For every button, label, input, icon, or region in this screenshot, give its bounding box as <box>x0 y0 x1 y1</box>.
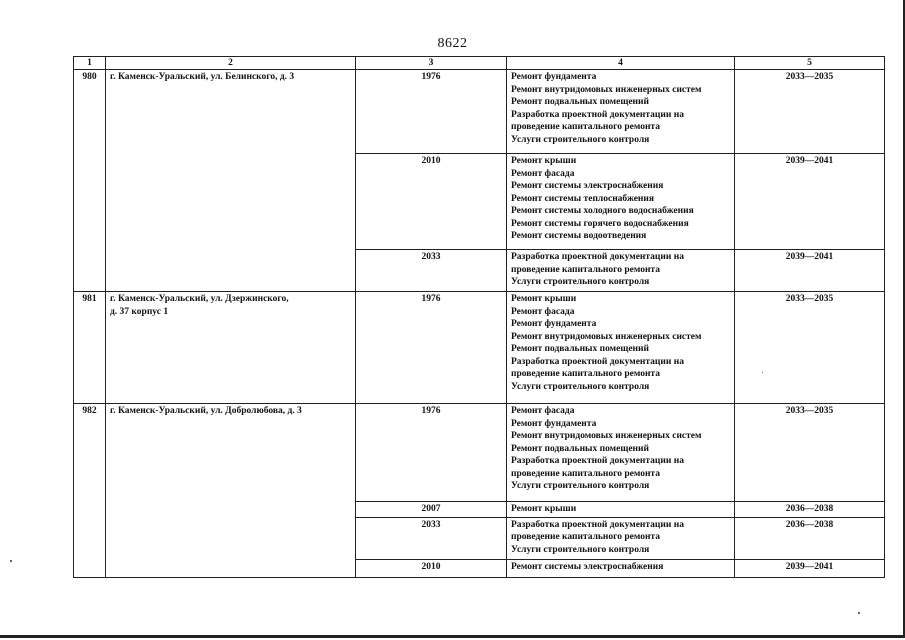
row-number: 981 <box>74 292 106 404</box>
period-cell: 2036—2038 <box>735 502 885 518</box>
table-header-row <box>74 57 885 70</box>
year-cell: 2010 <box>356 154 507 250</box>
work-item: Ремонт системы водоотведения <box>511 231 647 241</box>
works-cell <box>507 517 735 559</box>
work-item: Ремонт системы электроснабжения <box>511 561 664 572</box>
works-cell <box>507 250 735 292</box>
work-item: проведение капитального ремонта <box>511 264 660 275</box>
column-header-4: 4 <box>507 57 735 70</box>
work-item: Разработка проектной документации на <box>511 519 684 530</box>
work-item: Ремонт подвальных помещений <box>511 443 649 454</box>
table-row <box>74 292 885 404</box>
column-header-2: 2 <box>106 57 356 70</box>
year-cell: 2007 <box>356 502 507 518</box>
period-cell: 2036—2038 <box>735 517 885 559</box>
period-cell: 2039—2041 <box>735 559 885 577</box>
work-item: Ремонт фундамента <box>511 319 597 329</box>
work-item: Разработка проектной документации на <box>511 456 684 466</box>
works-cell <box>507 404 735 502</box>
work-item: Разработка проектной документации на <box>511 252 684 262</box>
period-cell: 2033—2035 <box>735 404 885 502</box>
table-row <box>74 404 885 502</box>
work-item: проведение капитального ремонта <box>511 369 660 379</box>
works-cell <box>507 292 735 404</box>
year-cell: 2010 <box>356 559 507 577</box>
row-number: 980 <box>74 70 106 292</box>
work-item: проведение капитального ремонта <box>511 468 660 479</box>
work-item: Ремонт фасада <box>511 168 575 179</box>
building-address <box>106 292 356 404</box>
work-item: Услуги строительного контроля <box>511 544 650 555</box>
address-line: д. 37 корпус 1 <box>110 306 169 317</box>
period-cell: 2033—2035 <box>735 70 885 154</box>
year-cell: 1976 <box>356 292 507 404</box>
year-cell: 1976 <box>356 70 507 154</box>
work-item: Ремонт внутридомовых инженерных систем <box>511 431 702 441</box>
capital-repair-table <box>73 56 885 578</box>
work-item: Ремонт системы электроснабжения <box>511 181 664 191</box>
work-item: Ремонт крыши <box>511 294 577 304</box>
year-cell: 2033 <box>356 250 507 292</box>
work-item: Ремонт фундамента <box>511 418 597 429</box>
work-item: Ремонт внутридомовых инженерных систем <box>511 331 702 342</box>
work-item: проведение капитального ремонта <box>511 532 660 542</box>
building-address: г. Каменск-Уральский, ул. Белинского, д. 3 <box>106 70 356 292</box>
work-item: Ремонт подвальных помещений <box>511 97 649 107</box>
works-cell <box>507 70 735 154</box>
row-number: 982 <box>74 404 106 578</box>
work-item: Ремонт системы горячего водоснабжения <box>511 218 689 229</box>
work-item: проведение капитального ремонта <box>511 122 660 132</box>
works-cell <box>507 502 735 518</box>
work-item: Ремонт фасада <box>511 306 575 317</box>
scan-speck <box>10 560 12 562</box>
works-cell <box>507 154 735 250</box>
scan-speck <box>858 612 860 614</box>
work-item: Услуги строительного контроля <box>511 481 650 491</box>
scan-speck <box>762 372 763 373</box>
page-number: 8622 <box>437 36 468 51</box>
work-item: Ремонт фасада <box>511 406 575 416</box>
work-item: Ремонт крыши <box>511 504 577 514</box>
column-header-1: 1 <box>74 57 106 70</box>
works-cell <box>507 559 735 577</box>
year-cell: 1976 <box>356 404 507 502</box>
work-item: Ремонт фундамента <box>511 72 597 82</box>
work-item: Ремонт крыши <box>511 156 577 166</box>
work-item: Разработка проектной документации на <box>511 356 684 367</box>
period-cell: 2039—2041 <box>735 250 885 292</box>
period-cell: 2033—2035 <box>735 292 885 404</box>
work-item: Ремонт системы теплоснабжения <box>511 193 655 204</box>
work-item: Ремонт внутридомовых инженерных систем <box>511 84 702 95</box>
year-cell: 2033 <box>356 517 507 559</box>
work-item: Ремонт системы холодного водоснабжения <box>511 206 694 216</box>
column-header-3: 3 <box>356 57 507 70</box>
work-item: Услуги строительного контроля <box>511 134 650 145</box>
period-cell: 2039—2041 <box>735 154 885 250</box>
work-item: Ремонт подвальных помещений <box>511 344 649 354</box>
address-line: г. Каменск-Уральский, ул. Дзержинского, <box>110 294 289 304</box>
column-header-5: 5 <box>735 57 885 70</box>
building-address: г. Каменск-Уральский, ул. Добролюбова, д. 3 <box>106 404 356 578</box>
work-item: Услуги строительного контроля <box>511 381 650 392</box>
work-item: Разработка проектной документации на <box>511 109 684 120</box>
table-row <box>74 70 885 154</box>
work-item: Услуги строительного контроля <box>511 277 650 287</box>
